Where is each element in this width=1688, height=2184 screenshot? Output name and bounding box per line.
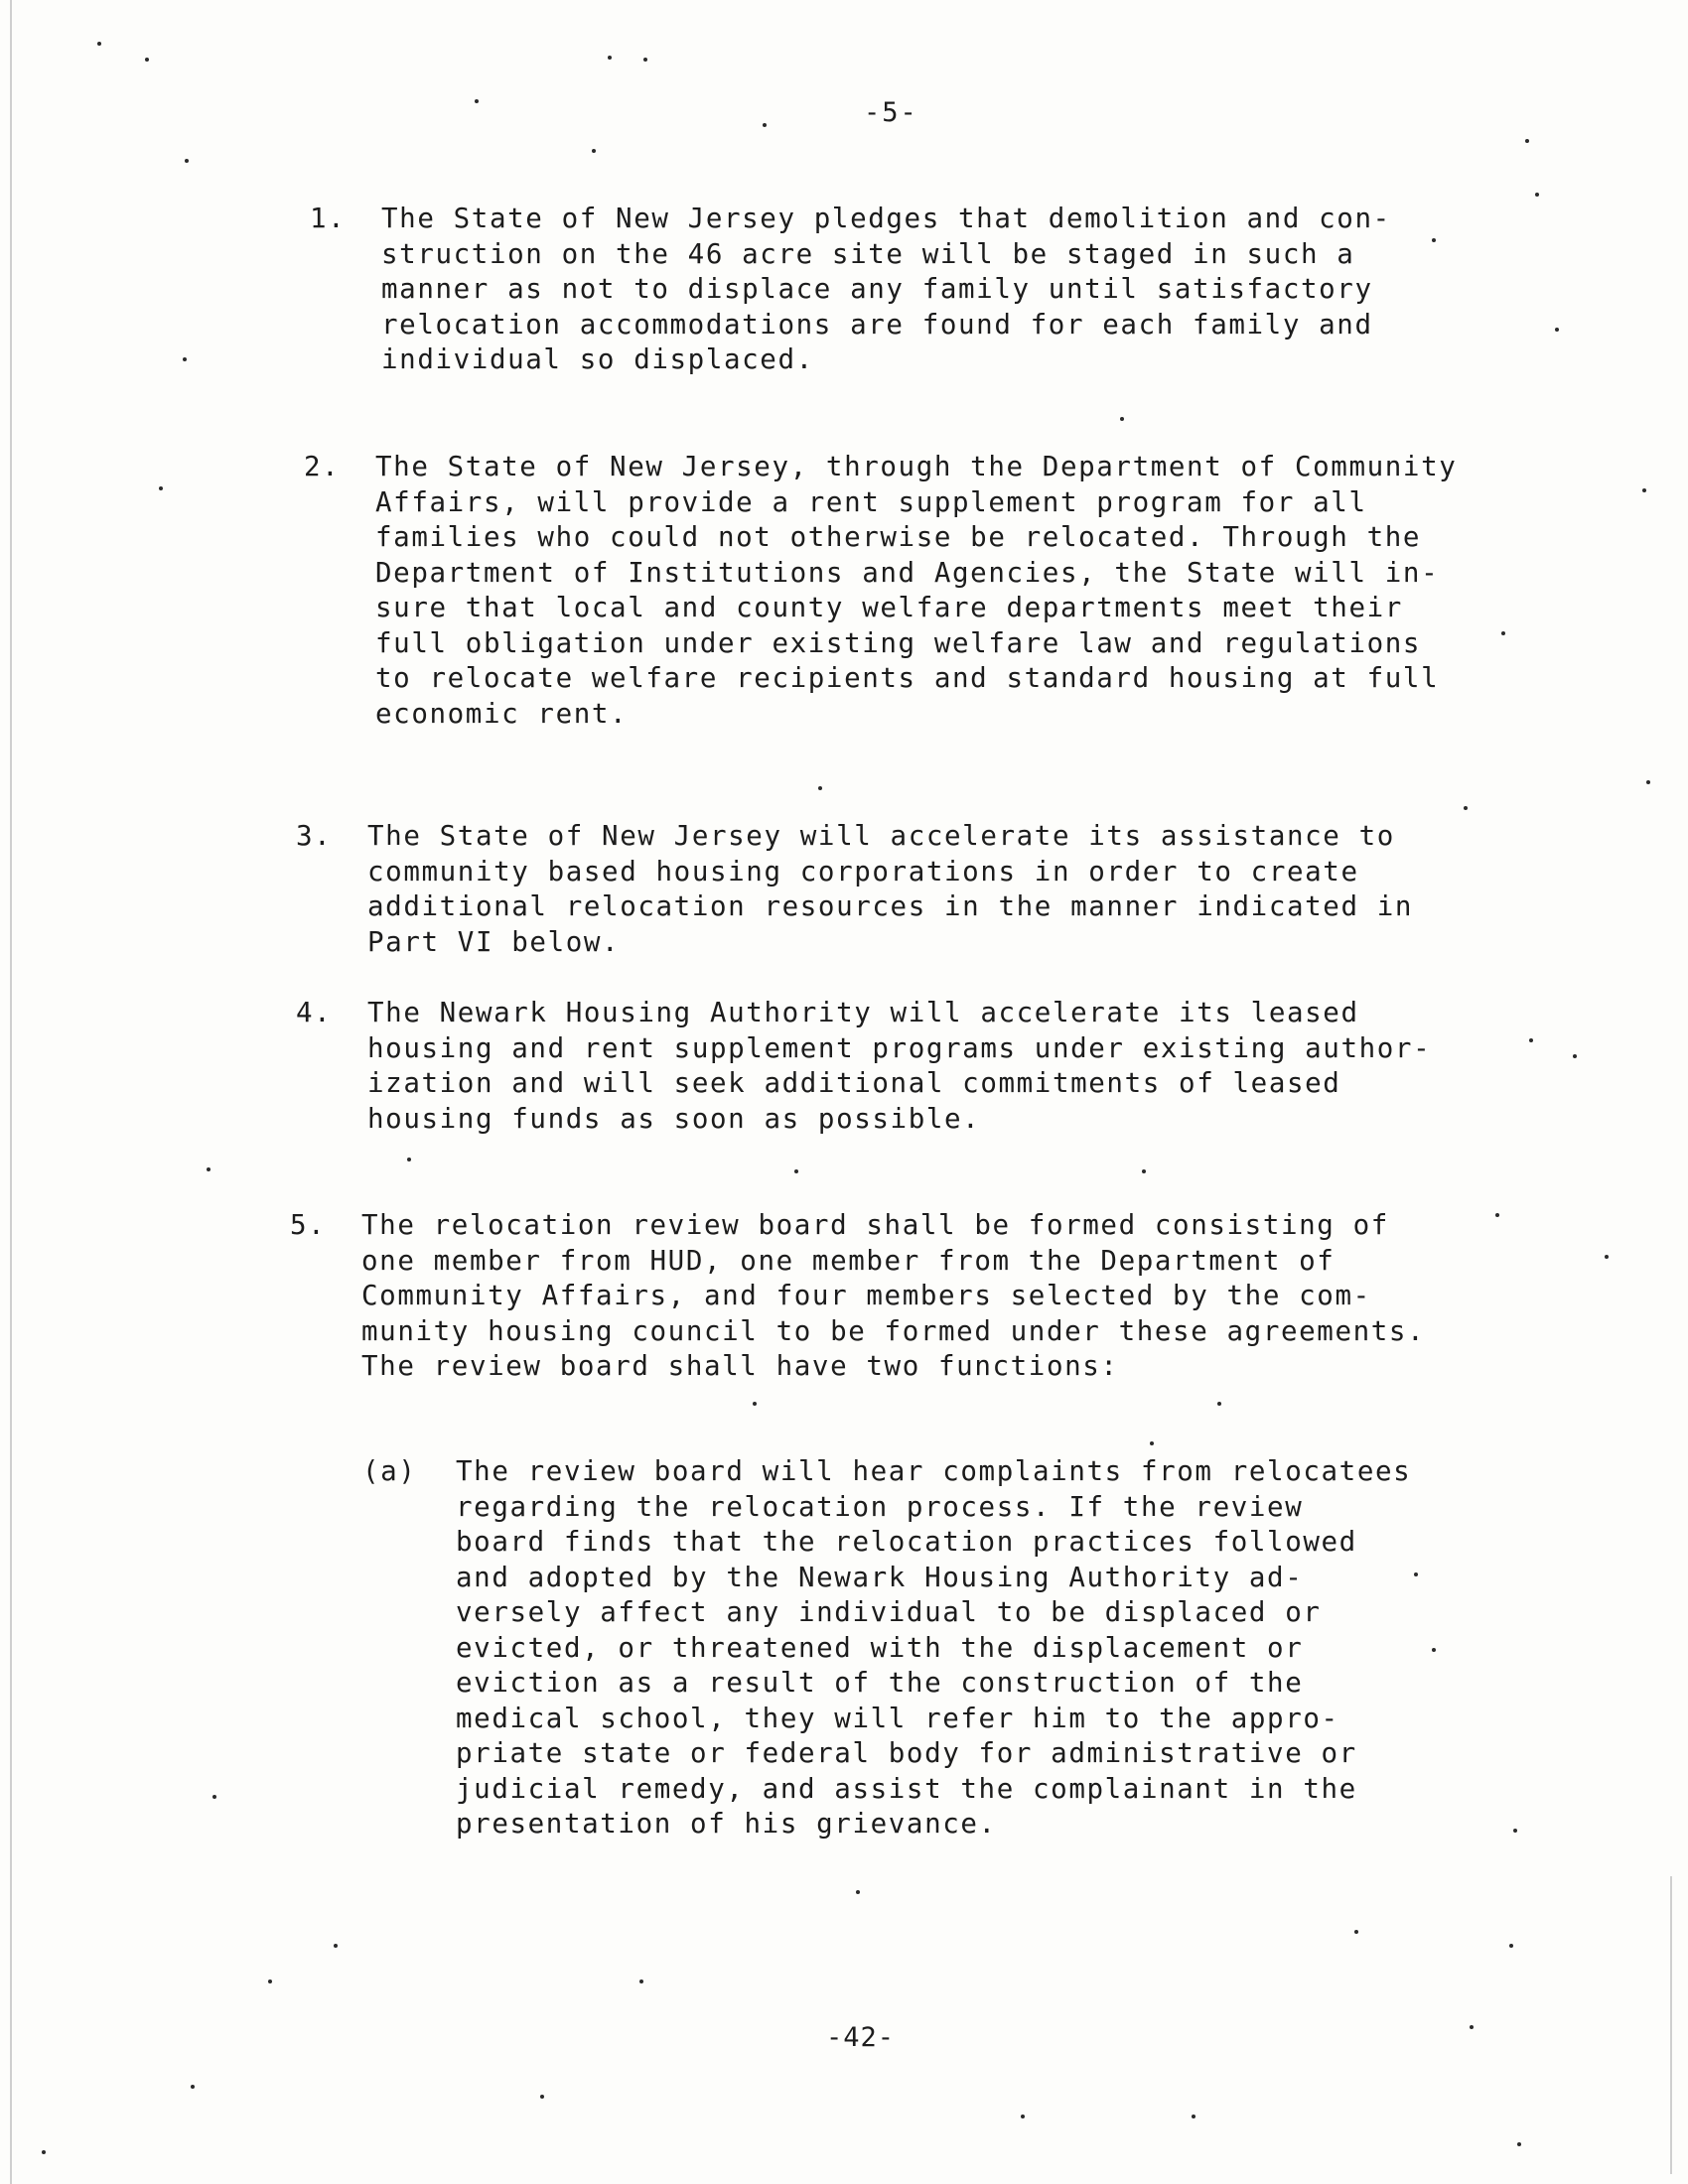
scan-speck xyxy=(97,42,101,46)
scan-speck xyxy=(1464,806,1468,810)
scan-speck xyxy=(1509,1944,1513,1948)
scan-speck xyxy=(407,1158,411,1161)
list-item-1 xyxy=(310,202,1422,378)
scan-speck xyxy=(763,123,767,127)
scan-speck xyxy=(212,1795,216,1799)
scan-speck xyxy=(268,1979,272,1983)
list-item-number: 4. xyxy=(296,997,333,1028)
scan-speck xyxy=(1021,2115,1025,2118)
scan-speck xyxy=(1529,1038,1533,1042)
scan-speck xyxy=(1642,488,1646,492)
scan-speck xyxy=(1535,193,1539,197)
scan-speck xyxy=(334,1944,338,1948)
list-item-number: 2. xyxy=(304,451,341,482)
scan-speck xyxy=(207,1167,211,1171)
scan-speck xyxy=(1432,238,1436,242)
scan-speck xyxy=(753,1402,757,1406)
scan-speck xyxy=(794,1169,798,1173)
page-number-top: -5- xyxy=(864,97,918,128)
scan-speck xyxy=(145,58,149,62)
list-item-4 xyxy=(296,996,1438,1137)
list-item-3 xyxy=(296,819,1438,960)
scan-speck xyxy=(643,58,647,62)
scan-speck xyxy=(1646,780,1650,784)
scan-speck xyxy=(1354,1930,1358,1934)
scan-speck xyxy=(1432,1648,1436,1652)
scan-speck xyxy=(1470,2025,1474,2029)
scan-speck xyxy=(1555,328,1559,332)
scan-speck xyxy=(639,1979,643,1983)
scan-speck xyxy=(1573,1054,1577,1058)
page-number-bottom: -42- xyxy=(826,2022,896,2053)
scan-speck xyxy=(191,2085,195,2089)
sub-item-a xyxy=(362,1454,1455,1843)
right-scan-edge xyxy=(1670,1876,1672,2174)
left-scan-edge xyxy=(10,0,12,2184)
scan-speck xyxy=(183,357,187,361)
list-item-2 xyxy=(304,450,1485,732)
list-item-text: The Newark Housing Authority will accelerate its leased housing and rent supplement programs under existing author- ization and will seek additional commitments of leased housing funds as soon as possible. xyxy=(367,997,1432,1135)
scan-speck xyxy=(540,2095,544,2099)
scan-speck xyxy=(818,786,822,790)
scan-speck xyxy=(608,56,612,60)
scan-speck xyxy=(1150,1441,1154,1445)
list-item-text: The State of New Jersey will accelerate its assistance to community based housing corporations in order to create additional relocation resources in the manner indicated in Part VI below. xyxy=(367,820,1414,958)
scan-speck xyxy=(1217,1402,1221,1406)
scan-speck xyxy=(592,149,596,153)
scan-speck xyxy=(1525,139,1529,143)
list-item-text: The relocation review board shall be formed consisting of one member from HUD, one member from the Department of Community Affairs, and four members selected by the com- munity housing council to be formed under these agreements. The review board shall have two functions: xyxy=(361,1209,1426,1382)
sub-item-label: (a) xyxy=(362,1455,417,1487)
scan-speck xyxy=(185,159,189,163)
scan-speck xyxy=(42,2150,46,2154)
scan-speck xyxy=(1192,2115,1196,2118)
list-item-5 xyxy=(290,1208,1472,1385)
list-item-text: The State of New Jersey pledges that demolition and con- struction on the 46 acre site will be staged in such a manner as not to displace any family until satisfactory relocation accommodations are found for each family and individual so displaced. xyxy=(381,203,1391,375)
scan-speck xyxy=(1501,631,1505,635)
scan-speck xyxy=(1142,1169,1146,1173)
scan-speck xyxy=(475,99,479,103)
scan-speck xyxy=(1414,1572,1418,1576)
sub-item-text: The review board will hear complaints from relocatees regarding the relocation process. If the review board finds that the relocation practices followed and adopted by the Newark Housing Authority ad- versely affect any individual to be displaced or evicted, or threatened with the displacement or eviction as a result of the construction of the medical school, they will refer him to the appro- priate state or federal body for administrative or judicial remedy, and assist the complainant in the presentation of his grievance. xyxy=(456,1455,1412,1840)
list-item-number: 1. xyxy=(310,203,347,234)
scan-speck xyxy=(159,486,163,490)
scan-speck xyxy=(1513,1829,1517,1833)
list-item-number: 3. xyxy=(296,820,333,852)
scan-speck xyxy=(856,1890,860,1894)
list-item-number: 5. xyxy=(290,1209,327,1241)
scan-speck xyxy=(1605,1255,1609,1259)
scan-speck xyxy=(1120,417,1124,421)
list-item-text: The State of New Jersey, through the Department of Community Affairs, will provide a rent supplement program for all families who could not otherwise be relocated. Through the Department of Institutions and Agencies, the State will in- sure that local and county welfare departments meet their full obligation under existing welfare law and regulations to relocate welfare recipients and standard housing at full economic rent. xyxy=(375,451,1458,730)
scan-speck xyxy=(1495,1213,1499,1217)
scan-speck xyxy=(1517,2142,1521,2146)
